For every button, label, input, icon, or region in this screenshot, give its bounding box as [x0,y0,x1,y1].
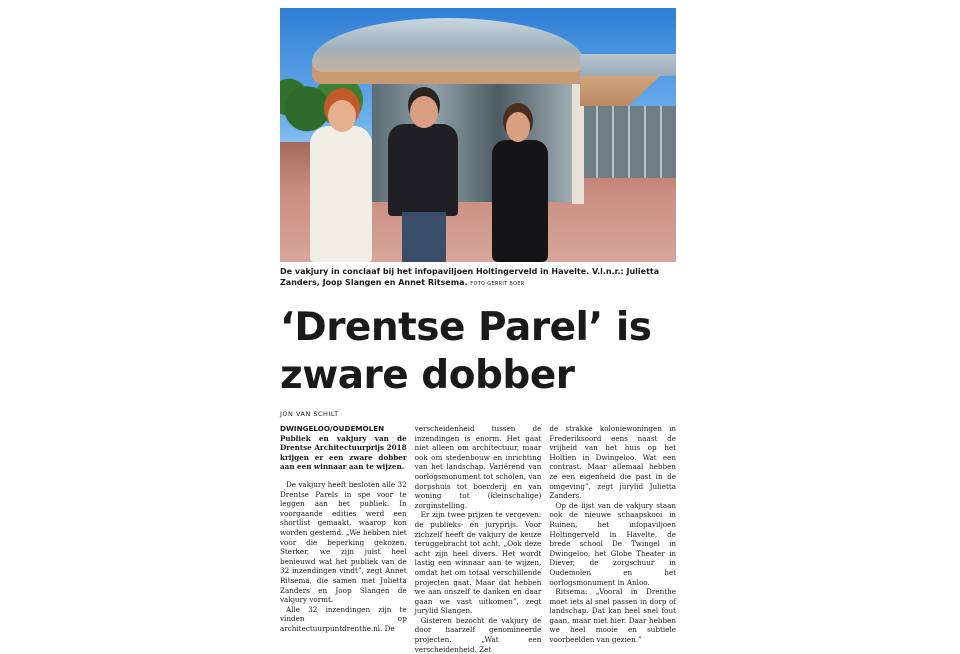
article-body [280,424,676,654]
byline: JON VAN SCHILT [280,410,339,418]
paragraph: de strakke koloniewoningen in Frederiksoord eens naast de vrijheid van het huis op het Holtien in Dwingeloo. Wat een contrast. Maar allemaal hebben ze een eigenheid die past in de omgeving”, zegt jurylid Julietta Zanders. [549,424,677,501]
headline-line-1: ‘Drentse Parel’ is [280,305,652,350]
lead-text: Publiek en vakjury van de Drentse Architectuurprijs 2018 krijgen er een zware dobber aan een winnaar aan te wijzen. [280,433,407,472]
article-column-3 [549,424,676,654]
photo-wing-roof [580,54,676,76]
paragraph: Op de lijst van de vakjury staan ook de nieuwe schaapskooi in Ruinen, het infopaviljoen Holtingerveld in Havelte, de brede school De Twingel in Dwingeloo, het Globe Theater in Diever, de zorgschuur in Oudemolen en het oorlogsmonument in Anloo. [549,500,677,587]
photo-pavilion-roof [312,18,584,84]
newspaper-clipping [280,8,676,654]
article-photo [280,8,676,262]
dateline: DWINGELOO/OUDEMOLEN [280,424,385,433]
photo-wing-eave [580,76,660,106]
article-column-2 [415,424,542,654]
photo-glass-wing [582,106,676,178]
photo-credit: FOTO GERRIT BOER [470,281,525,287]
article-column-1 [280,424,407,654]
photo-caption [280,266,676,290]
headline [280,304,676,400]
paragraph: verscheidenheid tussen de inzendingen is enorm. Het gaat niet alleen om architectuur, maar ook om stedenbouw en inrichting van het landschap. Variërend van oorlogsmonument tot scholen, van dorpshuis tot boerderij en van woning tot (kleinschalige) zorginstelling. [414,424,542,510]
paragraph: De vakjury heeft besloten alle 32 Drentse Parels in spe voor te leggen aan het publiek. In voorgaande edities werd een shortlist gemaakt, waarop kon worden gestemd. „We hebben niet voor die beperking gekozen. Sterker, we zijn juist heel benieuwd wat het publiek van de 32 inzendingen vindt”, zegt Annet Ritsema, die samen met Julietta Zanders en Joop Slangen de vakjury vormt. [280,479,407,605]
paragraph: Alle 32 inzendingen zijn te vinden op architectuurpuntdrenthe.nl. De [280,604,407,633]
paragraph: Ritsema: „Vooral in Drenthe moet iets al snel passen in dorp of landschap. Dat kan heel snel fout gaan, maar niet hier. Daar hebben we heel mooie en subtiele voorbeelden van gezien.” [549,587,677,645]
caption-text: De vakjury in conclaaf bij het infopaviljoen Holtingerveld in Havelte. V.l.n.r.: Julietta Zanders, Joop Slangen en Annet Ritsema. [280,267,660,287]
article-lead [280,424,407,472]
paragraph: Er zijn twee prijzen te vergeven: de publieks- en juryprijs. Voor zichzelf heeft de vakjury de keuze teruggebracht tot acht. „Ook deze acht zijn heel divers. Het wordt lastig een winnaar aan te wijzen, omdat het om totaal verschillende projecten gaat. Maar dat hebben we aan onszelf te danken en daar gaan we vast uitkomen”, zegt jurylid Slangen. [414,510,542,616]
paragraph: Gisteren bezocht de vakjury de door haarzelf genomineerde projecten. „Wat een verscheidenheid. Zet [414,615,542,654]
headline-line-2: zware dobber [280,353,575,398]
